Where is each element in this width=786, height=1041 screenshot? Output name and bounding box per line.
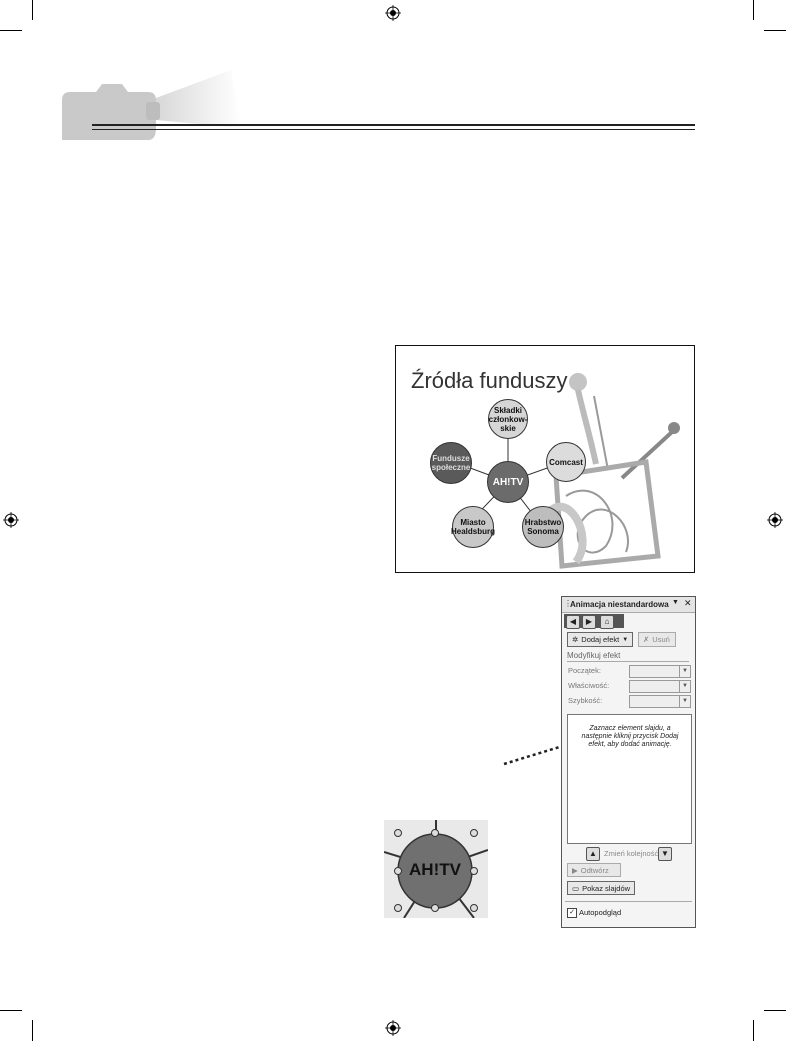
registration-mark-icon (385, 5, 401, 21)
chevron-down-icon: ▼ (679, 696, 690, 707)
chevron-down-icon: ▼ (622, 636, 629, 643)
header-rule (92, 124, 695, 126)
crop-mark (764, 30, 786, 31)
speed-label: Szybkość: (568, 696, 603, 705)
home-icon[interactable]: ⌂ (600, 615, 614, 629)
crop-mark (753, 1020, 754, 1041)
start-label: Początek: (568, 666, 601, 675)
panel-divider (565, 901, 692, 902)
registration-mark-icon (385, 1020, 401, 1036)
forward-icon[interactable]: ▶ (582, 615, 596, 629)
projector-icon (56, 68, 246, 144)
modify-effect-heading: Modyfikuj efekt (567, 651, 621, 660)
crop-mark (0, 1010, 22, 1011)
registration-mark-icon (767, 512, 783, 528)
modify-effect-rule (567, 661, 689, 662)
resize-handle-icon[interactable] (431, 904, 439, 912)
speed-select[interactable] (629, 695, 691, 708)
crop-mark (753, 0, 754, 20)
selected-shape-closeup (384, 820, 488, 918)
remove-icon: ✗ (643, 635, 650, 644)
chevron-down-icon: ▼ (679, 681, 690, 692)
diagram-node-center: AH!TV (487, 461, 529, 503)
resize-handle-icon[interactable] (431, 829, 439, 837)
animation-list[interactable] (567, 714, 692, 844)
resize-handle-icon[interactable] (394, 829, 402, 837)
custom-animation-panel (561, 596, 696, 928)
crop-mark (0, 30, 22, 31)
resize-handle-icon[interactable] (394, 904, 402, 912)
add-effect-button[interactable] (567, 632, 633, 647)
slide-title: Źródła funduszy (411, 368, 568, 393)
panel-title: Animacja niestandardowa (570, 600, 669, 609)
crop-mark (32, 1020, 33, 1041)
dropdown-arrow-icon[interactable]: ▼ (672, 599, 679, 606)
move-up-icon[interactable]: ▲ (586, 847, 600, 861)
add-effect-label: Dodaj efekt (581, 635, 620, 644)
registration-mark-icon (3, 512, 19, 528)
reorder-label: Zmień kolejność (604, 849, 659, 858)
resize-handle-icon[interactable] (394, 867, 402, 875)
closeup-label: AH!TV (409, 860, 461, 879)
play-button[interactable] (567, 863, 621, 877)
resize-handle-icon[interactable] (470, 904, 478, 912)
diagram-node-top: Składki członkow- skie (488, 399, 528, 439)
move-down-icon[interactable]: ▼ (658, 847, 672, 861)
chevron-down-icon: ▼ (679, 666, 690, 677)
autopreview-label: Autopodgląd (579, 908, 622, 917)
remove-button[interactable] (638, 632, 676, 647)
property-label: Właściwość: (568, 681, 610, 690)
star-icon: ✲ (572, 635, 579, 644)
crop-mark (32, 0, 33, 20)
start-select[interactable] (629, 665, 691, 678)
play-label: Odtwórz (580, 865, 609, 875)
close-icon[interactable]: ✕ (684, 598, 692, 608)
panel-titlebar (562, 597, 695, 613)
remove-label: Usuń (652, 635, 670, 644)
slide-preview (395, 345, 695, 573)
header-rule-thin (92, 129, 695, 130)
play-icon: ▶ (572, 865, 578, 875)
back-icon[interactable]: ◀ (566, 615, 580, 629)
hint-text: Zaznacz element slajdu, a następnie kliknij przycisk Dodaj efekt, aby dodać animację. (581, 725, 679, 748)
grip-icon: ⋮ (564, 599, 572, 608)
diagram-node-right: Comcast (546, 442, 586, 482)
crop-mark (764, 1010, 786, 1011)
slideshow-icon: ▭ (572, 883, 580, 893)
resize-handle-icon[interactable] (470, 829, 478, 837)
diagram-node-bottom-right: Hrabstwo Sonoma (522, 506, 564, 548)
diagram-node-bottom-left: Miasto Healdsburg (452, 506, 494, 548)
property-select[interactable] (629, 680, 691, 693)
diagram-node-left: Fundusze społeczne (430, 442, 472, 484)
slideshow-label: Pokaz slajdów (582, 883, 631, 893)
resize-handle-icon[interactable] (470, 867, 478, 875)
autopreview-checkbox[interactable]: ✓ (567, 908, 577, 918)
slideshow-button[interactable] (567, 881, 635, 895)
